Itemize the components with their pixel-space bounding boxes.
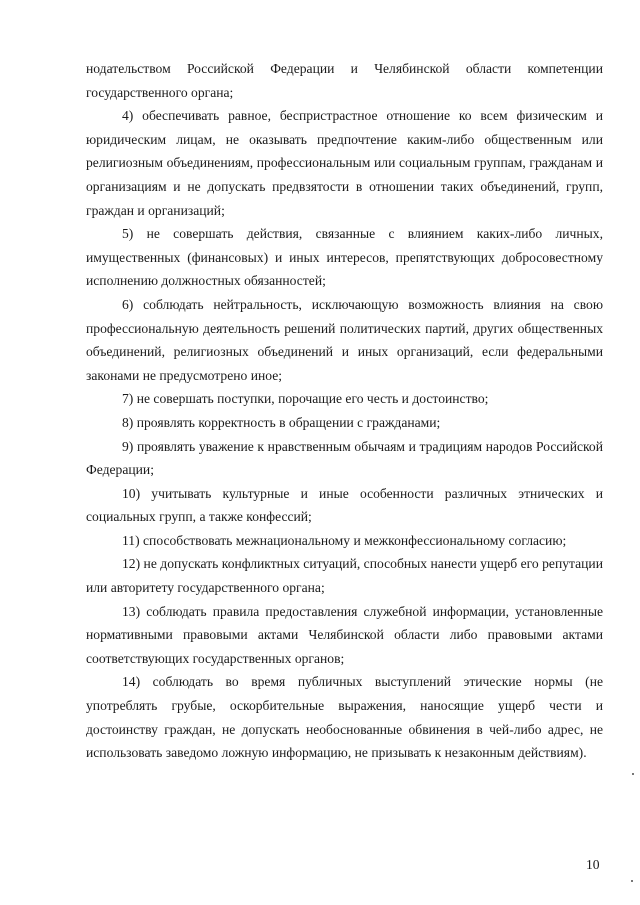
paragraph-item-13: 13) соблюдать правила предоставления служебной информации, установленные нормативными правовыми актами Челябинской области либо правовыми актами соответствующих государственных органов; bbox=[86, 603, 603, 666]
page-number: 10 bbox=[586, 857, 600, 872]
paragraph-item-6: 6) соблюдать нейтральность, исключающую возможность влияния на свою профессиональную деятельность решений политических партий, других общественных объединений, религиозных объединений и иных организаций, если федеральными законами не предусмотрено иное; bbox=[86, 296, 603, 383]
paragraph-continuation: нодательством Российской Федерации и Челябинской области компетенции государственного органа; bbox=[86, 61, 603, 100]
paragraph-item-10: 10) учитывать культурные и иные особенности различных этнических и социальных групп, а также конфессий; bbox=[86, 485, 603, 525]
paragraph-item-7: 7) не совершать поступки, порочащие его честь и достоинство; bbox=[122, 391, 489, 407]
paragraph-item-9: 9) проявлять уважение к нравственным обычаям и традициям народов Российской Федерации; bbox=[86, 438, 603, 478]
paragraph-item-12: 12) не допускать конфликтных ситуаций, способных нанести ущерб его репутации или авторитету государственного органа; bbox=[86, 556, 603, 596]
paragraph-item-11: 11) способствовать межнациональному и межконфессиональному согласию; bbox=[122, 532, 567, 548]
paragraph-item-14: 14) соблюдать во время публичных выступлений этические нормы (не употреблять грубые, оскорбительные выражения, наносящие ущерб чести и достоинству граждан, не допускать необоснованные обвинения в чей-либо адрес, не использовать заведомо ложную информацию, не призывать к незаконным действиям). bbox=[86, 674, 603, 761]
body-text bbox=[86, 57, 603, 765]
paragraph-item-4: 4) обеспечивать равное, беспристрастное отношение ко всем физическим и юридическим лицам, не оказывать предпочтение каким-либо общественным или религиозным объединениям, профессиональным или социальным группам, гражданам и организациям и не допускать предвзятости в отношении таких объединений, групп, граждан и организаций; bbox=[86, 108, 603, 218]
scan-speck bbox=[632, 773, 634, 775]
paragraph-item-5: 5) не совершать действия, связанные с влиянием каких-либо личных, имущественных (финансовых) и иных интересов, препятствующих добросовестному исполнению должностных обязанностей; bbox=[86, 226, 603, 289]
scan-speck bbox=[631, 880, 633, 882]
paragraph-item-8: 8) проявлять корректность в обращении с гражданами; bbox=[122, 414, 441, 430]
